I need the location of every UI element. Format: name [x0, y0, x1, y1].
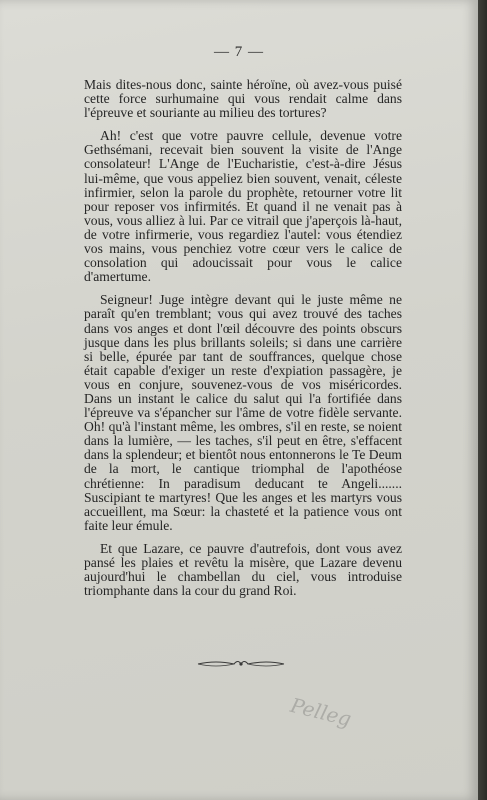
ornament-divider — [196, 658, 286, 670]
paragraph: Seigneur! Juge intègre devant qui le juste même ne paraît qu'en tremblant; vous qui avez trouvé des taches dans vos anges et dont l'œil découvre des points obscurs jusque dans les plus brillants soleils; si dans une carrière si belle, épurée par tant de souffrances, quelque chose était capable d'exiger un reste d'expiation passagère, je vous en conjure, souvenez-vous de vos miséricordes. Dans un instant le calice du salut qui l'a fortifiée dans l'épreuve va s'épancher sur l'âme de votre fidèle servante. Oh! qu'à l'instant même, les ombres, s'il en reste, se noient dans la lumière, — les taches, s'il peut en être, s'effacent dans la splendeur; et bientôt nous entonnerons le Te Deum de la mort, le cantique triomphal de l'apothéose chrétienne: In paradisum deducant te Angeli....... Suscipiant te martyres! Que les anges et les martyrs vous accueillent, ma Sœur: la chasteté et la patience vous ont faite leur émule. — [84, 292, 402, 533]
faint-signature: Pelleg — [288, 692, 354, 732]
body-text — [84, 78, 402, 607]
paragraph: Et que Lazare, ce pauvre d'autrefois, dont vous avez pansé les plaies et revêtu la misère, que Lazare devenu aujourd'hui le chambellan du ciel, vous introduise triomphante dans la cour du grand Roi. — [84, 540, 402, 599]
paragraph: Ah! c'est que votre pauvre cellule, devenue votre Gethsémani, recevait bien souvent la visite de l'Ange consolateur! L'Ange de l'Eucharistie, c'est-à-dire Jésus lui-même, que vous appeliez bien souvent, venait, céleste infirmier, selon la parole du prophète, retourner votre lit pour reposer vos infirmités. Et quand il ne venait pas à vous, vous alliez à lui. Par ce vitrail que j'aperçois là-haut, de votre infirmerie, vous regardiez l'autel: vous étendiez vos mains, vous penchiez votre cœur vers le calice de consolation qui adoucissait pour vous le calice d'amertume. — [84, 128, 402, 285]
page-number: — 7 — — [214, 44, 264, 60]
paragraph: Mais dites-nous donc, sainte héroïne, où avez-vous puisé cette force surhumaine qui vous rendait calme dans l'épreuve et souriante au milieu des tortures? — [84, 77, 402, 121]
